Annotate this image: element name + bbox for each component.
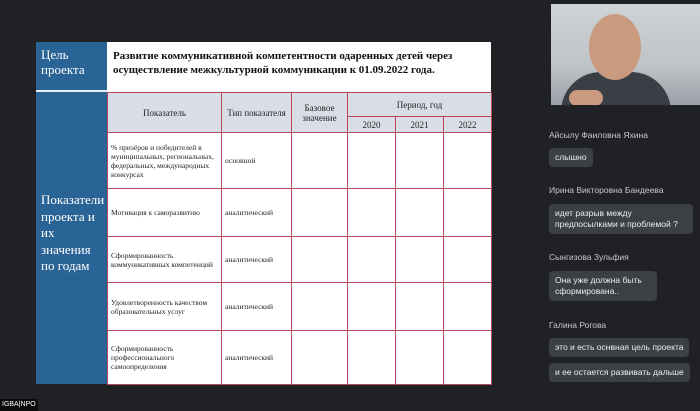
chat-sender-name: Ирина Викторовна Бандеева bbox=[549, 185, 664, 195]
corner-logo: IGBA|NPO bbox=[0, 399, 38, 411]
chat-sender-name: Галина Рогова bbox=[549, 320, 607, 330]
header-base: Базовое значение bbox=[292, 93, 348, 133]
row-year-value bbox=[348, 237, 396, 283]
header-period: Период, год bbox=[348, 93, 492, 117]
header-indicator: Показатель bbox=[108, 93, 222, 133]
row-indicator-type: аналитический bbox=[222, 331, 292, 385]
header-year: 2020 bbox=[348, 117, 396, 133]
participant-hand bbox=[569, 90, 603, 105]
participant-video[interactable] bbox=[551, 4, 700, 105]
row-indicator-type: аналитический bbox=[222, 237, 292, 283]
table-row bbox=[108, 189, 492, 237]
participant-head bbox=[589, 14, 641, 80]
indicators-label: Показатели проекта и их значения по годам bbox=[41, 192, 105, 273]
row-base-value bbox=[292, 189, 348, 237]
header-type: Тип показателя bbox=[222, 93, 292, 133]
row-year-value bbox=[396, 189, 444, 237]
row-year-value bbox=[444, 189, 492, 237]
row-indicator-type: основной bbox=[222, 133, 292, 189]
row-base-value bbox=[292, 133, 348, 189]
row-year-value bbox=[396, 331, 444, 385]
row-indicator-name: Сформированность профессионального самоопределения bbox=[108, 331, 222, 385]
chat-message: идет разрыв между предпосылками и проблемой ? bbox=[549, 204, 693, 234]
table-row bbox=[108, 237, 492, 283]
table-row bbox=[108, 283, 492, 331]
row-base-value bbox=[292, 283, 348, 331]
row-indicator-name: Мотивация к саморазвитию bbox=[108, 189, 222, 237]
row-year-value bbox=[348, 133, 396, 189]
row-year-value bbox=[444, 331, 492, 385]
chat-message: это и есть оснвная цель проекта bbox=[549, 338, 689, 357]
goal-separator bbox=[36, 90, 107, 92]
table-row bbox=[108, 133, 492, 189]
row-base-value bbox=[292, 237, 348, 283]
row-year-value bbox=[444, 133, 492, 189]
row-indicator-type: аналитический bbox=[222, 283, 292, 331]
row-year-value bbox=[348, 283, 396, 331]
header-year: 2022 bbox=[444, 117, 492, 133]
goal-label: Цель проекта bbox=[41, 47, 85, 77]
chat-sender-name: Сынгизова Зульфия bbox=[549, 252, 629, 262]
table-row bbox=[108, 331, 492, 385]
row-year-value bbox=[444, 283, 492, 331]
slide-title: Развитие коммуникативной компетентности одаренных детей через осуществление межкультурной коммуникации к 01.09.2022 года. bbox=[113, 50, 453, 76]
chat-message: и ее остается развивать дальше bbox=[549, 363, 690, 382]
header-year: 2021 bbox=[396, 117, 444, 133]
chat-message: слышно bbox=[549, 148, 593, 167]
row-indicator-name: Сформированность коммуникативных компетенций bbox=[108, 237, 222, 283]
row-indicator-name: Удовлетворенность качеством образовательных услуг bbox=[108, 283, 222, 331]
indicators-table bbox=[107, 92, 492, 385]
row-year-value bbox=[444, 237, 492, 283]
chat-message: Она уже должна быть сформирована.. bbox=[549, 271, 657, 301]
shared-slide bbox=[36, 42, 491, 384]
row-year-value bbox=[396, 237, 444, 283]
row-year-value bbox=[348, 189, 396, 237]
row-year-value bbox=[396, 133, 444, 189]
row-year-value bbox=[396, 283, 444, 331]
row-indicator-name: % призёров и победителей в муниципальных, региональных, федеральных, международных конкурсах bbox=[108, 133, 222, 189]
row-base-value bbox=[292, 331, 348, 385]
row-indicator-type: аналитический bbox=[222, 189, 292, 237]
chat-sender-name: Айсылу Фаиловна Яхина bbox=[549, 130, 648, 140]
slide-left-column bbox=[36, 42, 107, 384]
row-year-value bbox=[348, 331, 396, 385]
